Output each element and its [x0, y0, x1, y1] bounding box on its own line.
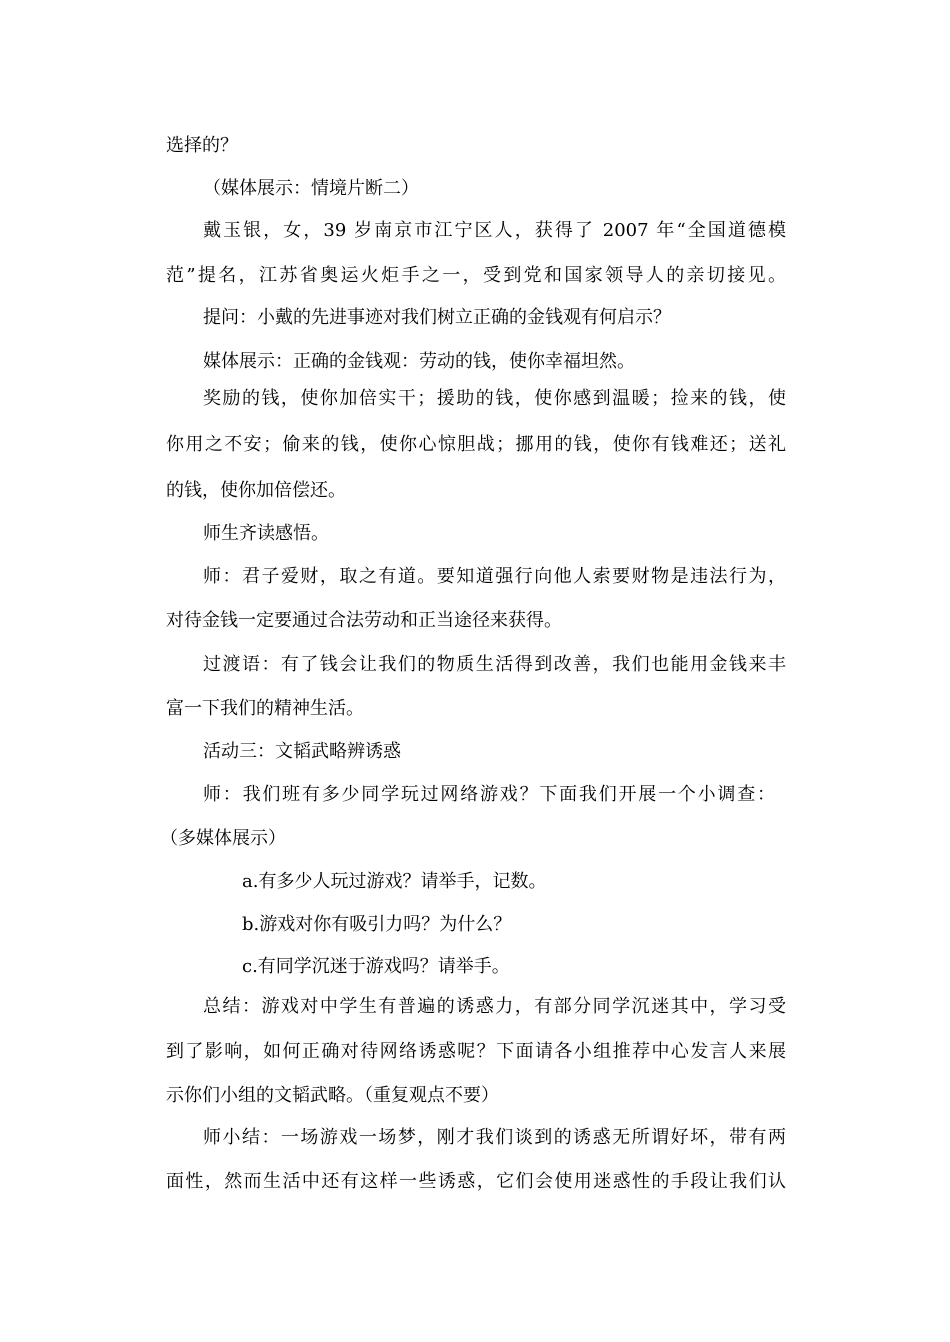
- list-item: a.有多少人玩过游戏？请举手，记数。: [242, 871, 547, 892]
- text-line: 对待金钱一定要通过合法劳动和正当途径来获得。: [166, 610, 562, 631]
- text-line: （媒体展示：情境片断二）: [203, 178, 419, 199]
- list-item: b.游戏对你有吸引力吗？为什么？: [242, 914, 512, 935]
- text-line: 师：君子爱财，取之有道。要知道强行向他人索要财物是违法行为，: [203, 566, 786, 587]
- text-line: 奖励的钱，使你加倍实干；援助的钱，使你感到温暖；捡来的钱，使: [203, 388, 786, 409]
- text-line: 师生齐读感悟。: [203, 523, 329, 544]
- text-line: 活动三：文韬武略辨诱惑: [203, 741, 401, 762]
- text-line: 到了影响，如何正确对待网络诱惑呢？下面请各小组推荐中心发言人来展: [166, 1041, 786, 1062]
- text-line: （多媒体展示）: [160, 828, 286, 849]
- text-line: 范”提名，江苏省奥运火炬手之一，受到党和国家领导人的亲切接见。: [166, 265, 786, 286]
- text-line: 面性，然而生活中还有这样一些诱惑，它们会使用迷惑性的手段让我们认: [166, 1171, 786, 1192]
- list-item: c.有同学沉迷于游戏吗？请举手。: [242, 956, 510, 977]
- text-line: 示你们小组的文韬武略。（重复观点不要）: [166, 1085, 499, 1106]
- text-line: 戴玉银，女，39 岁南京市江宁区人，获得了 2007 年“全国道德模: [203, 220, 786, 241]
- text-line: 师小结：一场游戏一场梦，刚才我们谈到的诱惑无所谓好坏，带有两: [203, 1127, 786, 1148]
- text-line: 过渡语：有了钱会让我们的物质生活得到改善，我们也能用金钱来丰: [203, 654, 786, 675]
- text-line: 总结：游戏对中学生有普遍的诱惑力，有部分同学沉迷其中，学习受: [203, 996, 786, 1017]
- text-line: 的钱，使你加倍偿还。: [166, 480, 346, 501]
- text-line: 媒体展示：正确的金钱观：劳动的钱，使你幸福坦然。: [203, 351, 635, 372]
- text-line: 选择的？: [166, 135, 238, 156]
- text-line: 富一下我们的精神生活。: [166, 698, 364, 719]
- text-line: 师：我们班有多少同学玩过网络游戏？下面我们开展一个小调查：: [203, 784, 775, 805]
- text-line: 提问：小戴的先进事迹对我们树立正确的金钱观有何启示？: [203, 307, 671, 328]
- text-line: 你用之不安；偷来的钱，使你心惊胆战；挪用的钱，使你有钱难还；送礼: [166, 434, 786, 455]
